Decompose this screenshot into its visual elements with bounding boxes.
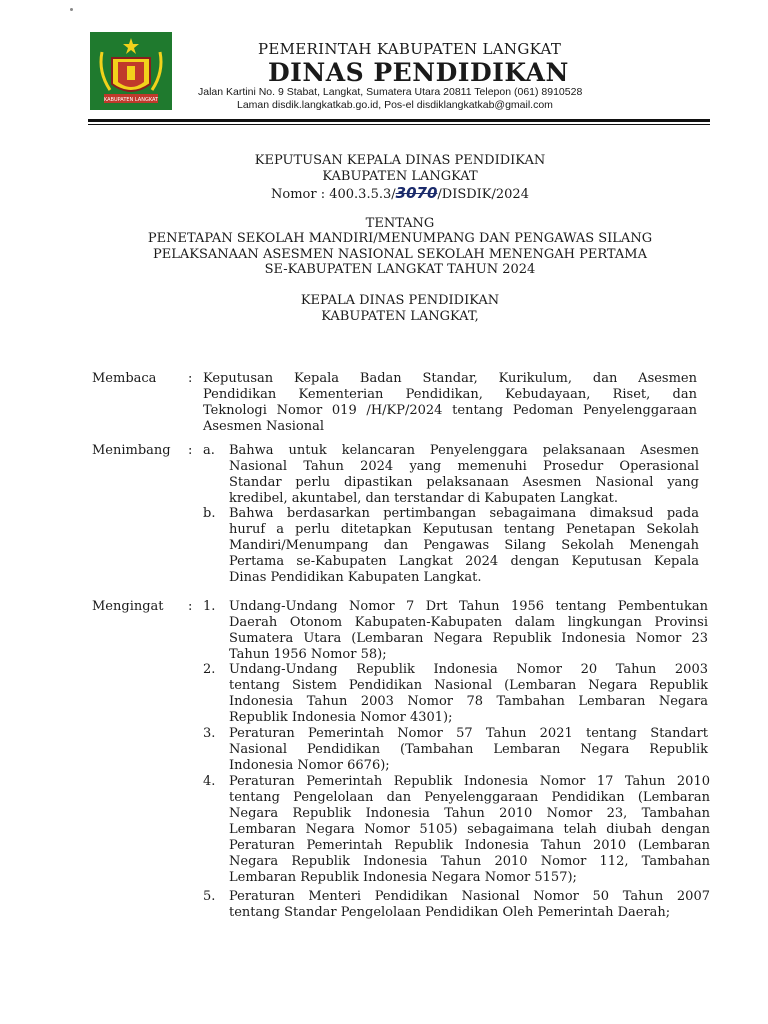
text-line: Peraturan Pemerintah Nomor 57 Tahun 2021 tentang Standart (229, 726, 708, 741)
text-line: tentang Standar Pengelolaan Pendidikan Oleh Pemerintah Daerah; (229, 905, 671, 920)
menimbang-label: Menimbang (92, 443, 171, 458)
text-line: Nasional Pendidikan (Tambahan Lembaran Negara Republik (229, 742, 708, 757)
office-address: Jalan Kartini No. 9 Stabat, Langkat, Sumatera Utara 20811 Telepon (061) 8910528 (198, 86, 583, 98)
logo-caption: KABUPATEN LANGKAT (103, 97, 159, 103)
mengingat-item-1 (229, 599, 708, 663)
official-title-line1: KEPALA DINAS PENDIDIKAN (300, 293, 500, 308)
membaca-text (203, 371, 697, 435)
mengingat-item-4-num: 4. (203, 774, 216, 789)
mengingat-item-1-num: 1. (203, 599, 216, 614)
mengingat-item-3-num: 3. (203, 726, 216, 741)
menimbang-colon: : (188, 443, 193, 458)
text-line: Teknologi Nomor 019 /H/KP/2024 tentang Pedoman Penyelenggaraan (203, 403, 697, 418)
menimbang-item-a (229, 443, 699, 507)
text-line: Nasional Tahun 2024 yang memenuhi Prosedur Operasional (229, 459, 699, 474)
mengingat-colon: : (188, 599, 193, 614)
mengingat-item-5 (229, 889, 710, 921)
decree-number-suffix: /DISDIK/2024 (437, 187, 529, 202)
text-line: Pendidikan Kementerian Pendidikan, Kebudayaan, Riset, dan (203, 387, 697, 402)
government-name: PEMERINTAH KABUPATEN LANGKAT (258, 40, 562, 58)
text-line: Indonesia Nomor 6676); (229, 758, 390, 773)
text-line: Pertama se-Kabupaten Langkat 2024 dengan Keputusan Kepala (229, 554, 699, 569)
tentang-heading: TENTANG (365, 216, 435, 231)
mengingat-item-2-num: 2. (203, 662, 216, 677)
text-line: huruf a perlu ditetapkan Keputusan tentang Penetapan Sekolah (229, 522, 699, 537)
scan-speck (70, 8, 73, 11)
text-line: Undang-Undang Nomor 7 Drt Tahun 1956 tentang Pembentukan (229, 599, 708, 614)
text-line: Dinas Pendidikan Kabupaten Langkat. (229, 570, 482, 585)
membaca-label: Membaca (92, 371, 157, 386)
text-line: Sumatera Utara (Lembaran Negara Republik Indonesia Nomor 23 (229, 631, 708, 646)
membaca-colon: : (188, 371, 193, 386)
office-website-email: Laman disdik.langkatkab.go.id, Pos-el disdiklangkatkab@gmail.com (237, 99, 553, 111)
subject-line2: PELAKSANAAN ASESMEN NASIONAL SEKOLAH MENENGAH PERTAMA (153, 247, 647, 262)
text-line: Tahun 1956 Nomor 58); (229, 647, 387, 662)
text-line: Negara Republik Indonesia Tahun 2010 Nomor 112, Tambahan (229, 854, 710, 869)
letterhead-rule-thin (88, 124, 710, 125)
text-line: kredibel, akuntabel, dan terstandar di Kabupaten Langkat. (229, 491, 618, 506)
text-line: Standar perlu dipastikan pelaksanaan Asesmen Nasional yang (229, 475, 699, 490)
text-line: tentang Pengelolaan dan Penyelenggaraan Pendidikan (Lembaran (229, 790, 710, 805)
text-line: Asesmen Nasional (203, 419, 325, 434)
mengingat-label: Mengingat (92, 599, 164, 614)
mengingat-item-5-num: 5. (203, 889, 216, 904)
text-line: Mandiri/Menumpang dan Pengawas Silang Sekolah Menengah (229, 538, 699, 553)
menimbang-item-a-num: a. (203, 443, 215, 458)
menimbang-item-b (229, 506, 699, 586)
official-title-line2: KABUPATEN LANGKAT, (321, 309, 479, 324)
decree-title-line1: KEPUTUSAN KEPALA DINAS PENDIDIKAN (254, 153, 546, 168)
text-line: Daerah Otonom Kabupaten-Kabupaten dalam lingkungan Provinsi (229, 615, 708, 630)
decree-number (0, 184, 768, 202)
mengingat-item-2 (229, 662, 708, 726)
decree-title-line2: KABUPATEN LANGKAT (322, 169, 478, 184)
decree-number-handwritten: 3070 (395, 184, 438, 202)
letterhead-rule-thick (88, 119, 710, 122)
text-line: Undang-Undang Republik Indonesia Nomor 20 Tahun 2003 (229, 662, 708, 677)
text-line: Lembaran Republik Indonesia Negara Nomor 5157); (229, 870, 577, 885)
mengingat-item-4 (229, 774, 710, 886)
text-line: Bahwa untuk kelancaran Penyelenggara pelaksanaan Asesmen (229, 443, 699, 458)
text-line: Lembaran Negara Nomor 5105) sebagaimana telah diubah dengan (229, 822, 710, 837)
subject-line3: SE-KABUPATEN LANGKAT TAHUN 2024 (264, 262, 536, 277)
text-line: Republik Indonesia Nomor 4301); (229, 710, 453, 725)
decree-number-prefix: Nomor : 400.3.5.3/ (271, 187, 396, 202)
text-line: tentang Sistem Pendidikan Nasional (Lembaran Negara Republik (229, 678, 708, 693)
text-line: Peraturan Pemerintah Republik Indonesia Nomor 17 Tahun 2010 (229, 774, 710, 789)
text-line: Peraturan Pemerintah Republik Indonesia Tahun 2010 (Lembaran (229, 838, 710, 853)
text-line: Peraturan Menteri Pendidikan Nasional Nomor 50 Tahun 2007 (229, 889, 710, 904)
text-line: Negara Republik Indonesia Tahun 2010 Nomor 23, Tambahan (229, 806, 710, 821)
menimbang-item-b-num: b. (203, 506, 216, 521)
kabupaten-langkat-logo-icon (90, 32, 172, 110)
subject-line1: PENETAPAN SEKOLAH MANDIRI/MENUMPANG DAN PENGAWAS SILANG (147, 231, 653, 246)
mengingat-item-3 (229, 726, 708, 774)
text-line: Indonesia Tahun 2003 Nomor 78 Tambahan Lembaran Negara (229, 694, 708, 709)
text-line: Bahwa berdasarkan pertimbangan sebagaimana dimaksud pada (229, 506, 699, 521)
department-name: DINAS PENDIDIKAN (268, 58, 569, 87)
text-line: Keputusan Kepala Badan Standar, Kurikulum, dan Asesmen (203, 371, 697, 386)
